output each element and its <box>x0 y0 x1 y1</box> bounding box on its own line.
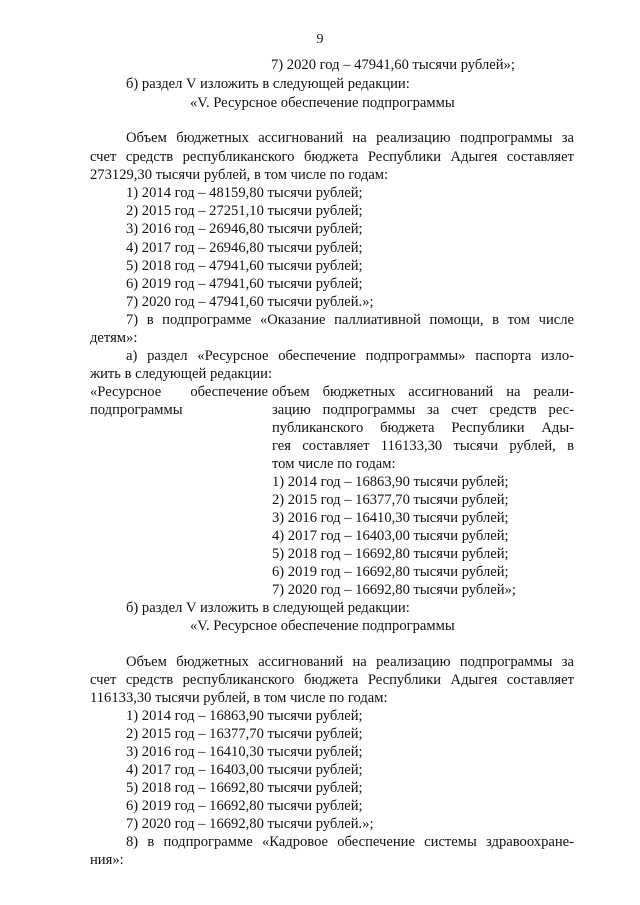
list-item: 6) 2019 год – 16692,80 тысячи рублей; <box>126 798 363 814</box>
section-b-instruction: б) раздел V изложить в следующей редакции: <box>126 76 410 92</box>
item7-paragraph-line: детям»: <box>90 330 138 346</box>
block1-paragraph-line: счет средств республиканского бюджета Республики Адыгея составляет <box>90 149 574 165</box>
block2-paragraph-line: счет средств республиканского бюджета Республики Адыгея составляет <box>90 672 574 688</box>
list-item: 6) 2019 год – 16692,80 тысячи рублей; <box>272 564 509 580</box>
list-item: 3) 2016 год – 16410,30 тысячи рублей; <box>126 744 363 760</box>
item8-paragraph-line: 8) в подпрограмме «Кадровое обеспечение системы здравоохране- <box>126 834 574 850</box>
item7-paragraph-line: 7) в подпрограмме «Оказание паллиативной помощи, в том числе <box>126 312 574 328</box>
passport-left-cell: «Ресурсное обеспечение <box>90 384 268 400</box>
block2-paragraph-line: 116133,30 тысячи рублей, в том числе по годам: <box>90 690 388 706</box>
section-title: «V. Ресурсное обеспечение подпрограммы <box>190 95 455 111</box>
list-item: 7) 2020 год – 16692,80 тысячи рублей.»; <box>126 816 374 832</box>
list-item: 1) 2014 год – 16863,90 тысячи рублей; <box>272 474 509 490</box>
list-item: 1) 2014 год – 16863,90 тысячи рублей; <box>126 708 363 724</box>
list-item: 4) 2017 год – 16403,00 тысячи рублей; <box>272 528 509 544</box>
list-item: 5) 2018 год – 47941,60 тысячи рублей; <box>126 258 363 274</box>
list-item: 1) 2014 год – 48159,80 тысячи рублей; <box>126 185 363 201</box>
list-item: 6) 2019 год – 47941,60 тысячи рублей; <box>126 276 363 292</box>
passport-right-line: объем бюджетных ассигнований на реали- <box>272 384 574 400</box>
list-item: 2) 2015 год – 27251,10 тысячи рублей; <box>126 203 363 219</box>
item8-paragraph-line: ния»: <box>90 852 124 868</box>
passport-right-line: гея составляет 116133,30 тысячи рублей, в <box>272 438 574 454</box>
list-item: 7) 2020 год – 47941,60 тысячи рублей.»; <box>126 294 374 310</box>
item7-sub-a-line: жить в следующей редакции: <box>90 366 273 382</box>
block1-paragraph-line: Объем бюджетных ассигнований на реализацию подпрограммы за <box>126 130 574 146</box>
list-item: 2) 2015 год – 16377,70 тысячи рублей; <box>272 492 509 508</box>
passport-right-line: зацию подпрограммы за счет средств рес- <box>272 402 574 418</box>
list-item: 4) 2017 год – 16403,00 тысячи рублей; <box>126 762 363 778</box>
list-item: 3) 2016 год – 26946,80 тысячи рублей; <box>126 221 363 237</box>
passport-right-line: публиканского бюджета Республики Ады- <box>272 420 574 436</box>
list-item: 7) 2020 год – 16692,80 тысячи рублей»; <box>272 582 516 598</box>
list-item: 5) 2018 год – 16692,80 тысячи рублей; <box>272 546 509 562</box>
block2-paragraph-line: Объем бюджетных ассигнований на реализацию подпрограммы за <box>126 654 574 670</box>
section-b-instruction: б) раздел V изложить в следующей редакции: <box>126 600 410 616</box>
list-item: 5) 2018 год – 16692,80 тысячи рублей; <box>126 780 363 796</box>
section-title: «V. Ресурсное обеспечение подпрограммы <box>190 618 455 634</box>
prev-list-item-7: 7) 2020 год – 47941,60 тысячи рублей»; <box>271 57 515 73</box>
list-item: 2) 2015 год – 16377,70 тысячи рублей; <box>126 726 363 742</box>
passport-left-cell: подпрограммы <box>90 402 183 418</box>
item7-sub-a-line: а) раздел «Ресурсное обеспечение подпрограммы» паспорта изло- <box>126 348 574 364</box>
block1-paragraph-line: 273129,30 тысячи рублей, в том числе по годам: <box>90 167 389 183</box>
page-number: 9 <box>316 32 324 47</box>
list-item: 4) 2017 год – 26946,80 тысячи рублей; <box>126 240 363 256</box>
list-item: 3) 2016 год – 16410,30 тысячи рублей; <box>272 510 509 526</box>
passport-right-line: том числе по годам: <box>272 456 396 472</box>
